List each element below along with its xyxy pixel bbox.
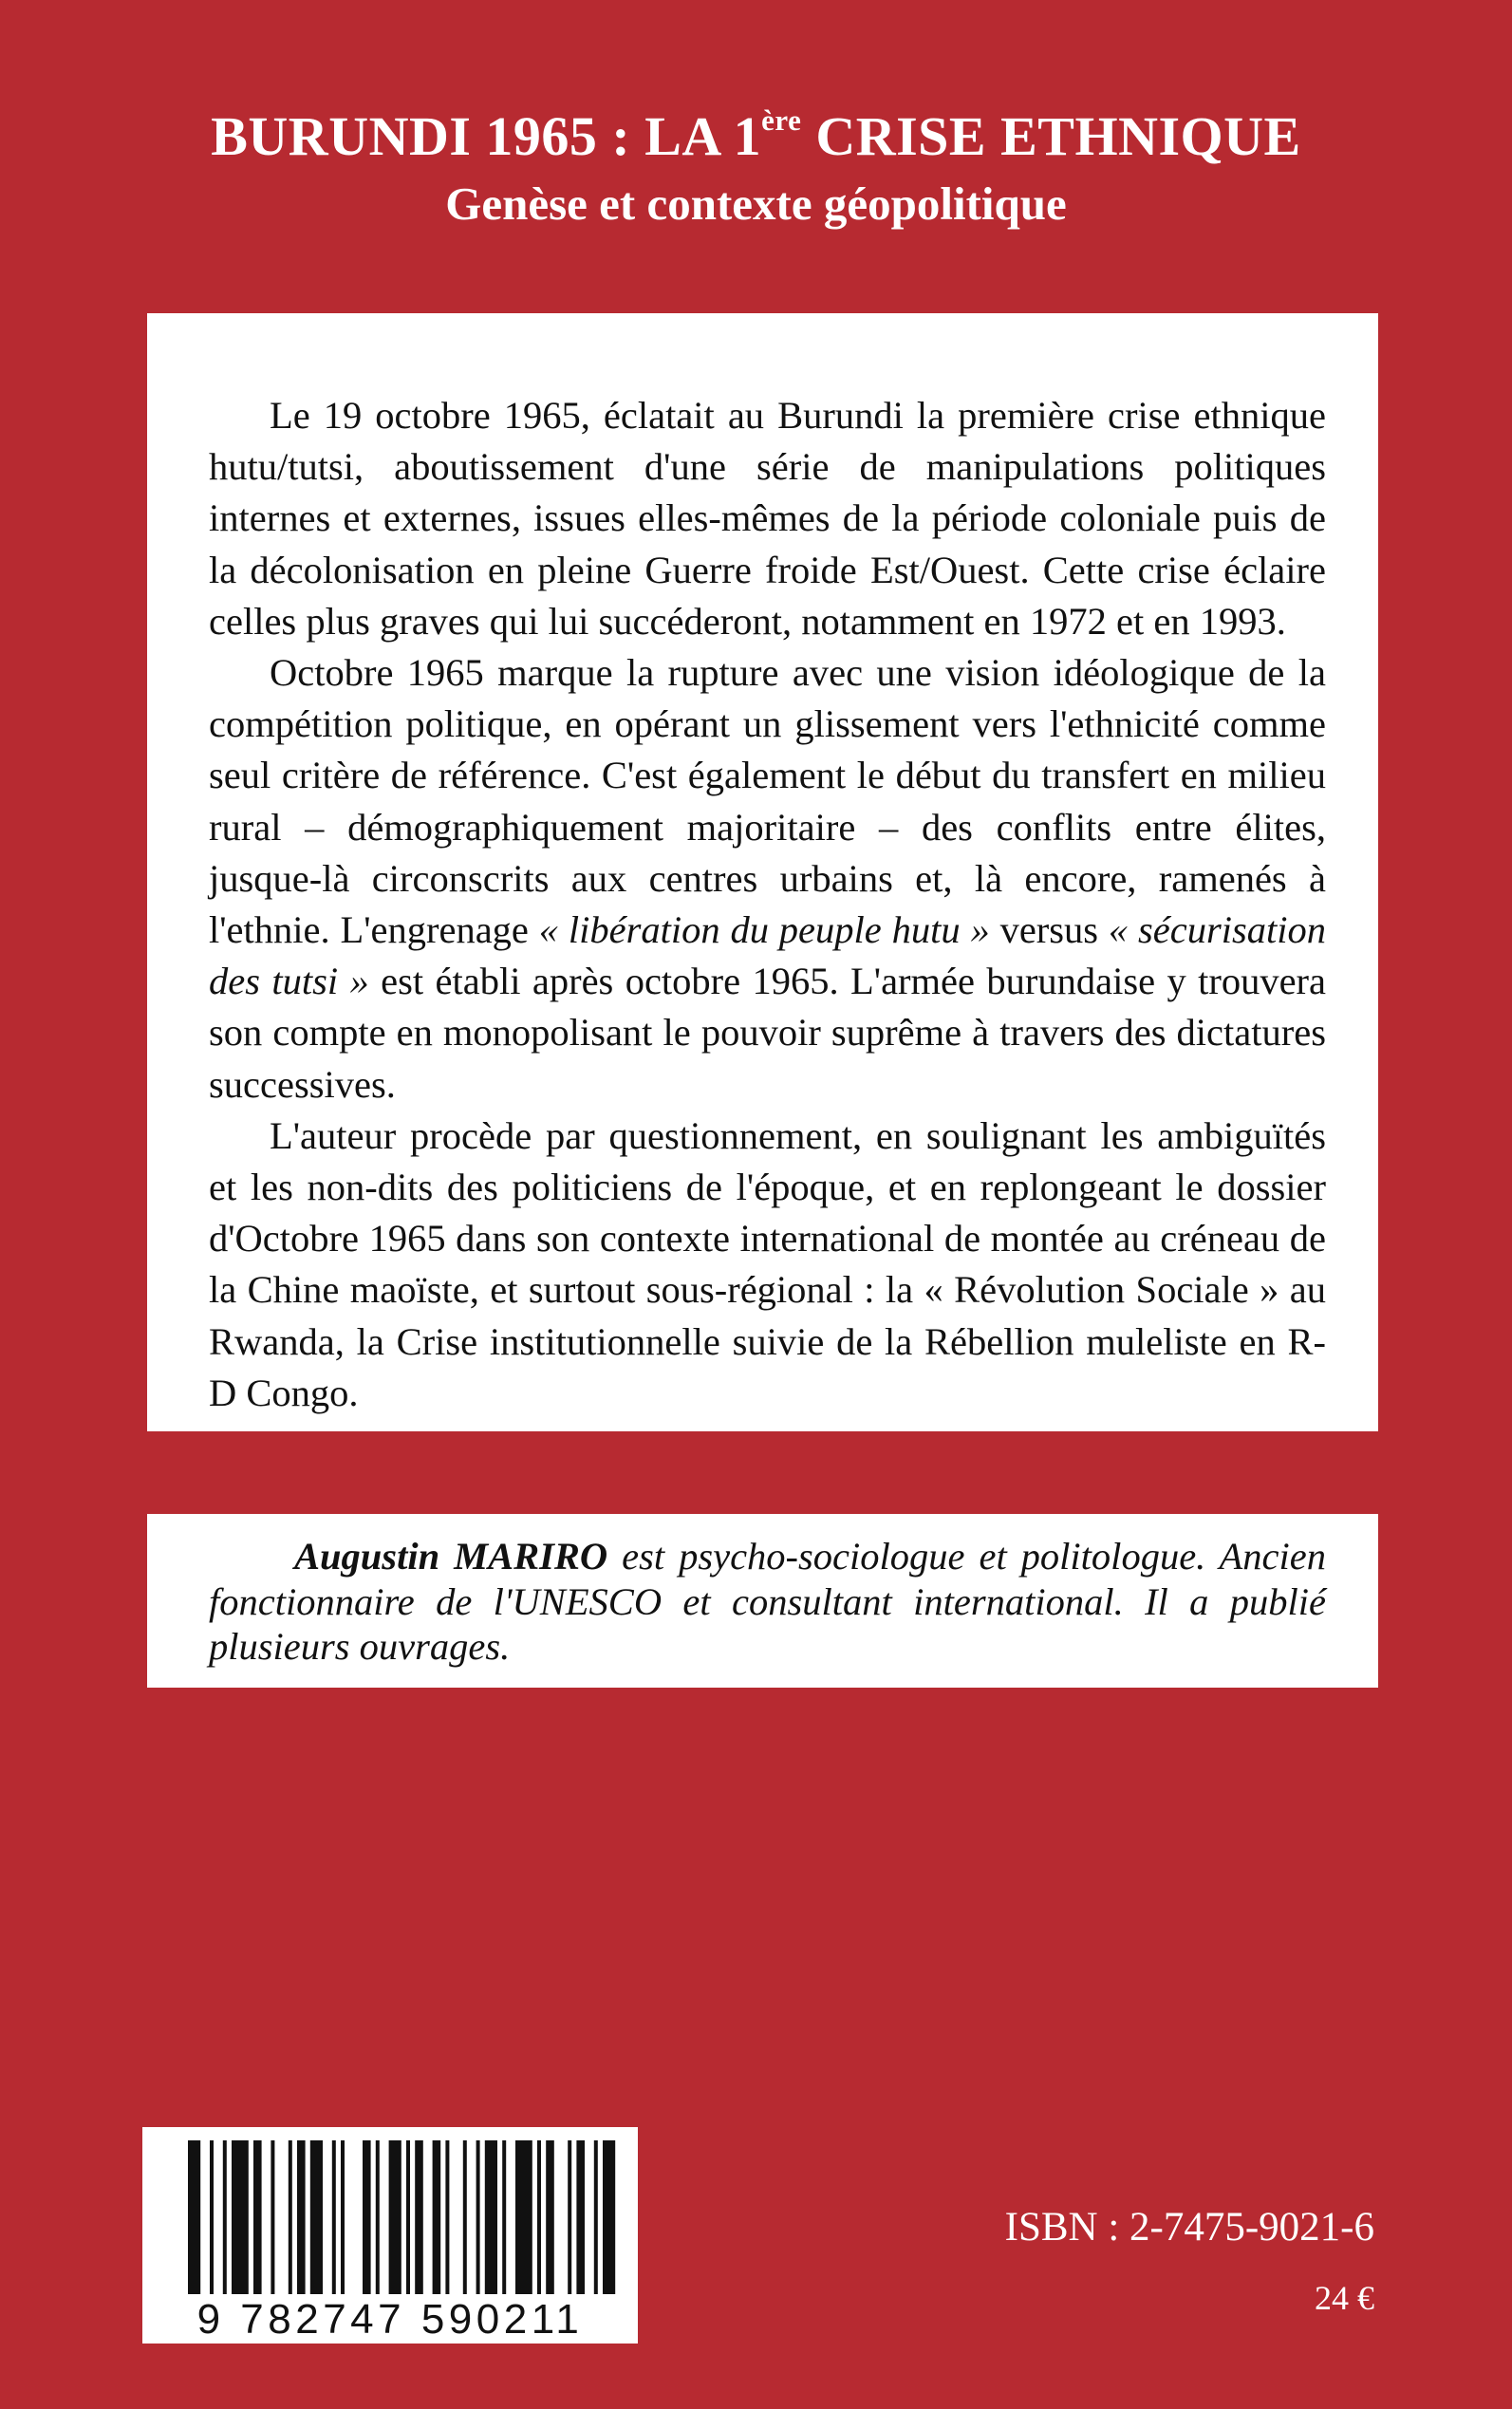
barcode-bar: [232, 2140, 249, 2294]
paragraph-2-text-a: Octobre 1965 marque la rupture avec une vision idéologique de la compétition politique, en opérant un glissement vers l'ethnicité comme seul critère de référence. C'est également le début du transfert en milieu rural – démographiquement majoritaire – des conflits entre élites, jusque-là circonscrits aux centres urbains et, là encore, ramenés à l'ethnie. L'engrenage: [209, 651, 1326, 952]
author-name: Augustin MARIRO: [294, 1535, 608, 1578]
summary-text: [209, 390, 1326, 1419]
barcode-bar: [594, 2140, 598, 2294]
title-block: [0, 103, 1512, 233]
book-title: [0, 103, 1512, 171]
barcode-bar: [341, 2140, 345, 2294]
quote-liberation: « libération du peuple hutu »: [538, 908, 990, 952]
book-subtitle: Genèse et contexte géopolitique: [445, 177, 1067, 230]
barcode-bar: [603, 2140, 615, 2294]
author-bio: [209, 1534, 1326, 1670]
title-main: BURUNDI 1965 : LA 1: [211, 105, 762, 167]
barcode-bar: [463, 2140, 467, 2294]
barcode-bar: [415, 2140, 423, 2294]
barcode-bar: [576, 2140, 585, 2294]
quote-securisation: « sécurisation des tutsi »: [209, 908, 1326, 1003]
barcode-bar: [223, 2140, 227, 2294]
summary-paragraph-3: L'auteur procède par questionnement, en soulignant les ambiguïtés et les non-dits des politiciens de l'époque, et en replongeant le dossier d'Octobre 1965 dans son contexte international de montée au créneau de la Chine maoïste, et surtout sous-régional : la « Révolution Sociale » au Rwanda, la Crise institutionnelle suivie de la Rébellion muleliste en R-D Congo.: [209, 1113, 1326, 1414]
barcode-bar: [389, 2140, 401, 2294]
barcode-bar: [297, 2140, 306, 2294]
barcode-bar: [568, 2140, 571, 2294]
barcode-bar: [188, 2140, 200, 2294]
paragraph-2-text-c: est établi après octobre 1965. L'armée burundaise y trouvera son compte en monopolisant le pouvoir suprême à travers des dictatures successives.: [209, 960, 1327, 1106]
barcode-bar: [445, 2140, 449, 2294]
barcode-bar: [406, 2140, 410, 2294]
author-panel: [147, 1514, 1378, 1688]
barcode-bar: [485, 2140, 497, 2294]
price-label: 24 €: [1315, 2279, 1374, 2317]
barcode-bar: [433, 2140, 441, 2294]
summary-paragraph-1: Le 19 octobre 1965, éclatait au Burundi la première crise ethnique hutu/tutsi, aboutissement d'une série de manipulations politiques internes et externes, issues elles-mêmes de la période coloniale puis de la décolonisation en pleine Guerre froide Est/Ouest. Cette crise éclaire celles plus graves qui lui succéderont, notamment en 1972 et en 1993.: [209, 394, 1326, 643]
barcode-bar: [253, 2140, 262, 2294]
barcode-bar: [515, 2140, 532, 2294]
barcode-bar: [537, 2140, 541, 2294]
author-paragraph: [209, 1534, 1326, 1670]
summary-paragraph-2: [209, 647, 1326, 1111]
barcode-bar: [502, 2140, 506, 2294]
barcode-bar: [210, 2140, 214, 2294]
barcode-digits: 9 782747 590211: [196, 2296, 584, 2343]
barcode-bar: [332, 2140, 336, 2294]
barcode-box: [142, 2127, 638, 2344]
title-superscript: ère: [761, 103, 802, 137]
barcode-bar: [310, 2140, 323, 2294]
barcode-bar: [546, 2140, 554, 2294]
summary-panel: [147, 313, 1378, 1431]
barcode-bar: [376, 2140, 380, 2294]
isbn-label: ISBN : 2-7475-9021-6: [1004, 2205, 1374, 2250]
title-rest: CRISE ETHNIQUE: [815, 105, 1301, 167]
barcode-bar: [476, 2140, 480, 2294]
barcode-bar: [271, 2140, 274, 2294]
paragraph-2-text-b: versus: [989, 908, 1109, 952]
barcode-bar: [289, 2140, 292, 2294]
author-bio-text: est psycho-sociologue et politologue. Ancien fonctionnaire de l'UNESCO et consultant international. Il a publié plusieurs ouvrages.: [209, 1535, 1326, 1668]
barcode-bar: [363, 2140, 371, 2294]
